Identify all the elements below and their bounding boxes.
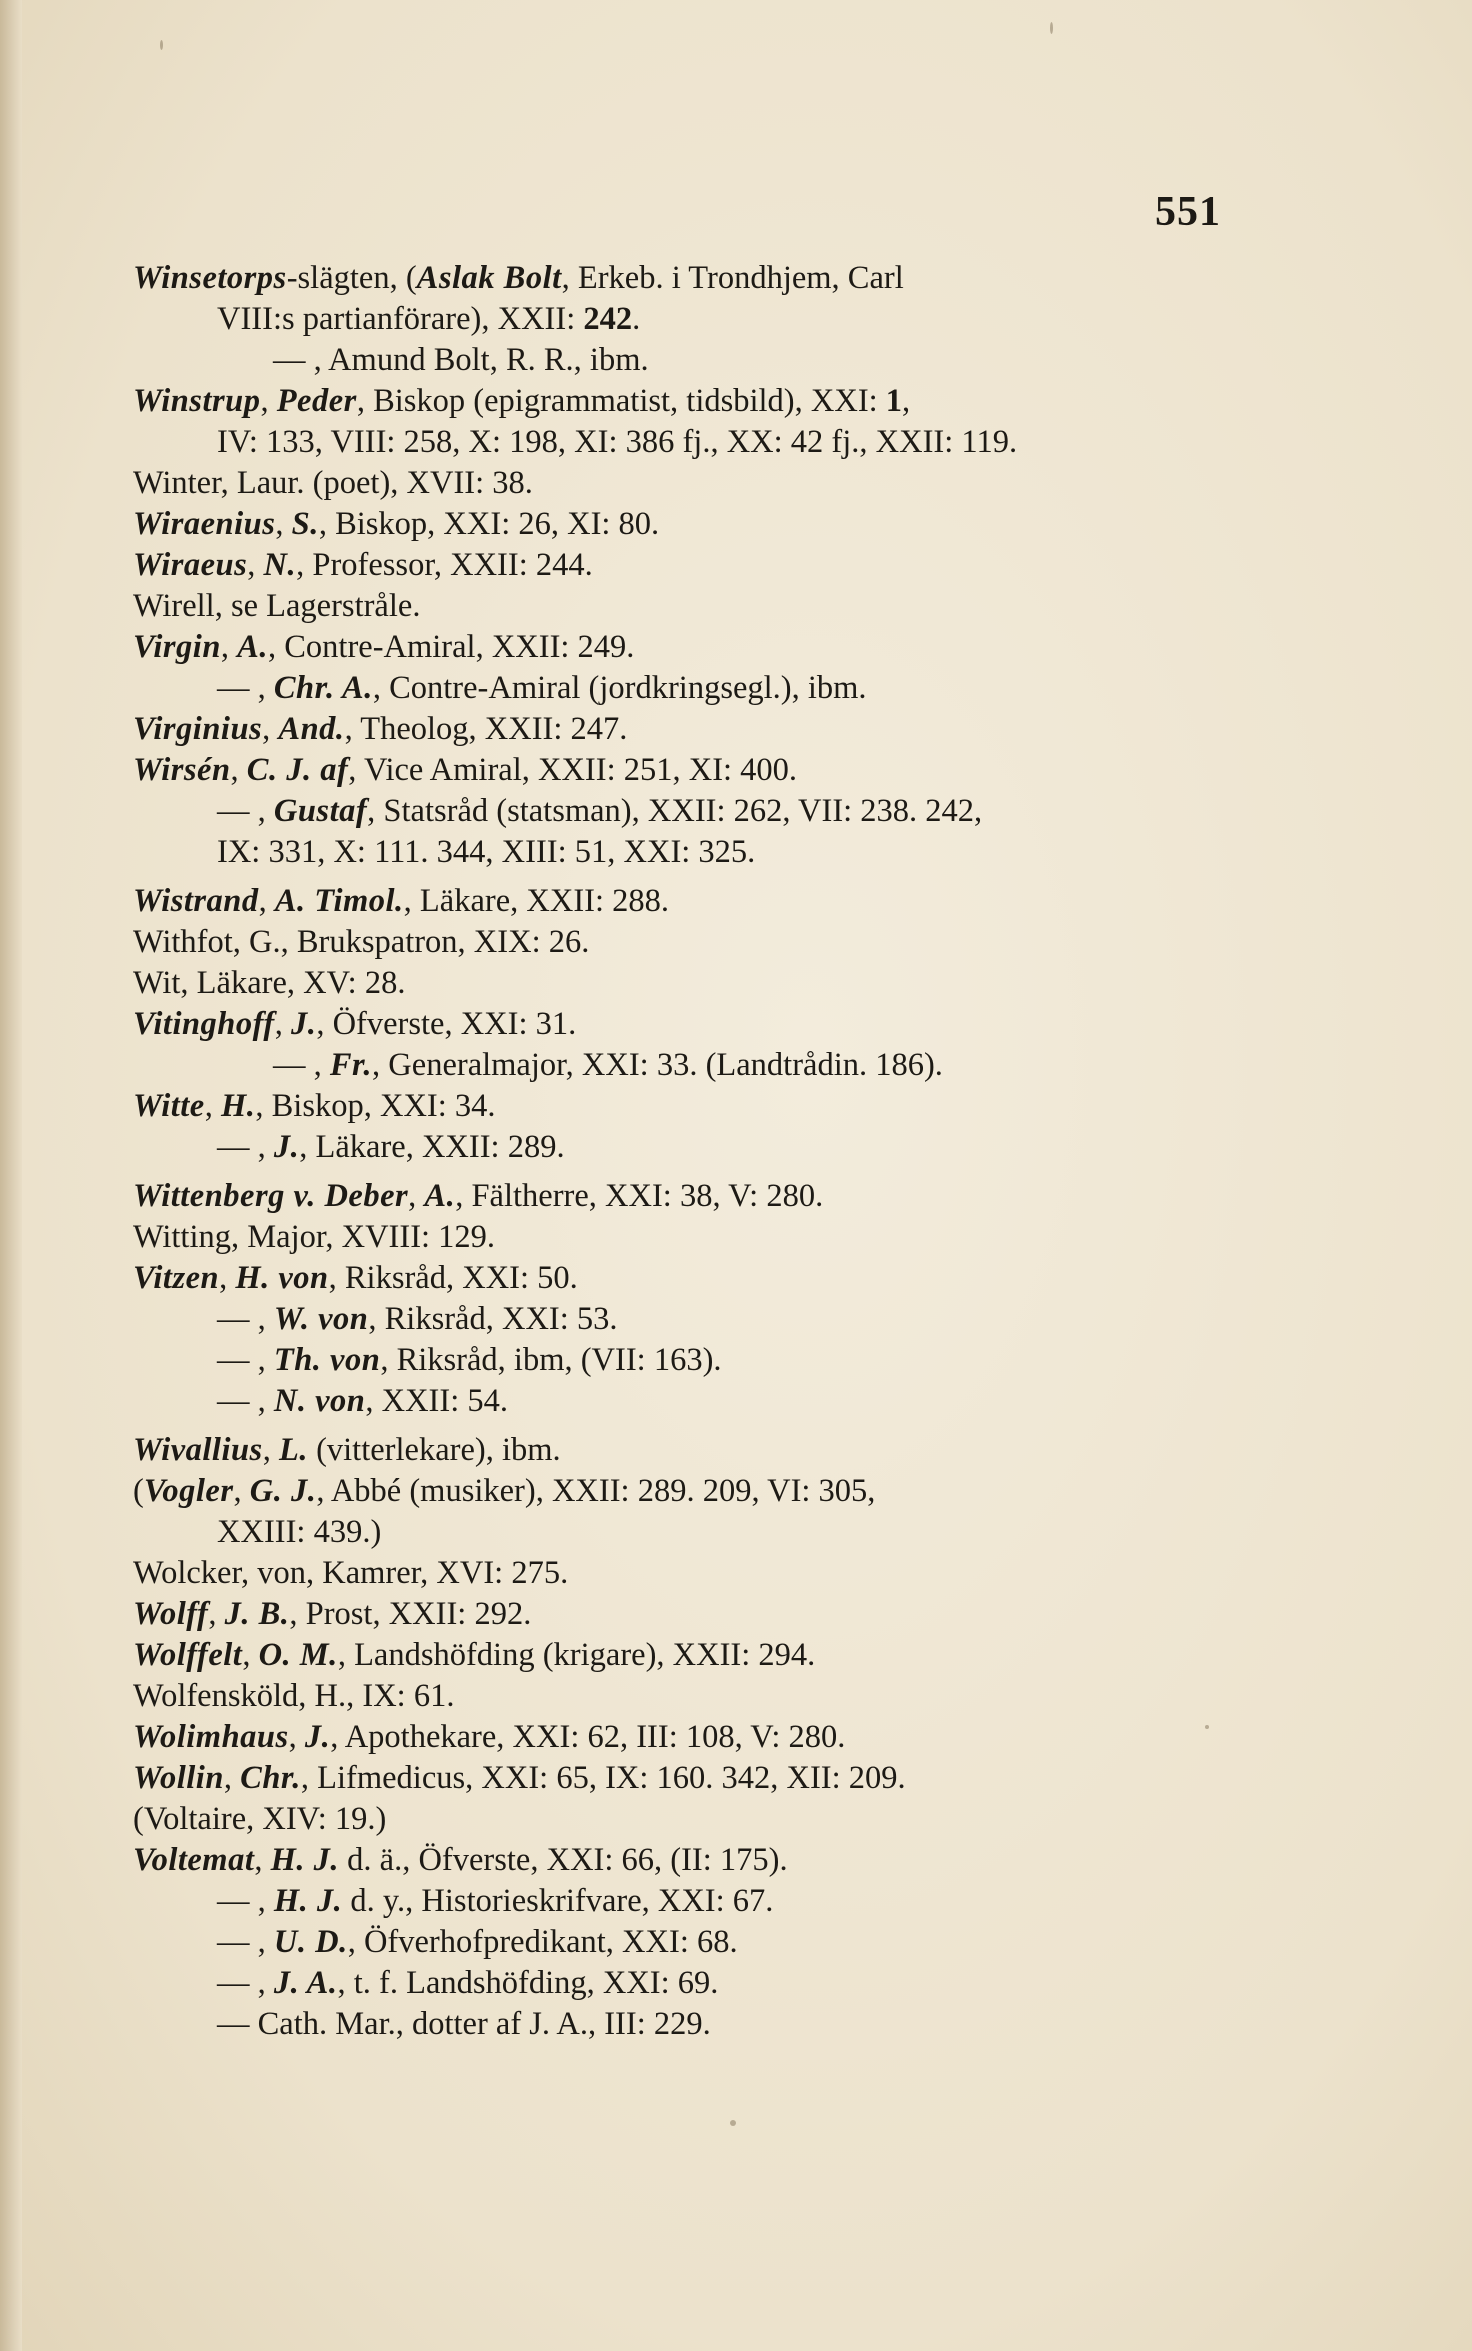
entry-name: G. J. — [249, 1473, 317, 1509]
entry-text: , Generalmajor, XXI: 33. (Landtrådin. 186). — [372, 1047, 943, 1083]
entry-text: Wirell, se Lagerstråle. — [133, 588, 421, 624]
entry-name: S. — [291, 506, 319, 542]
entry-name: Wirsén — [133, 752, 231, 788]
index-subentry — [133, 1922, 1233, 1963]
entry-text: , — [219, 1260, 236, 1296]
entry-text: d. ä., Öfverste, XXI: 66, (II: 175). — [339, 1842, 788, 1878]
index-entry — [133, 1717, 1233, 1758]
entry-text: — Cath. Mar., dotter af J. A., III: 229. — [217, 2006, 711, 2042]
entry-text: , — [233, 1473, 250, 1509]
index-subentry — [133, 1340, 1233, 1381]
entry-name: J. — [273, 1129, 300, 1165]
index-entry — [133, 504, 1233, 545]
index-entry — [133, 1471, 1233, 1512]
print-speck — [730, 2120, 736, 2126]
entry-name: Peder — [276, 383, 357, 419]
entry-name: Vogler — [143, 1473, 234, 1509]
entry-name: Wivallius — [133, 1432, 263, 1468]
entry-name: L. — [278, 1432, 308, 1468]
entry-name: Wolffelt — [133, 1637, 243, 1673]
entry-name: H. — [220, 1088, 256, 1124]
index-entry — [133, 1553, 1233, 1594]
entry-name: Wolimhaus — [133, 1719, 289, 1755]
print-speck — [1205, 1725, 1209, 1729]
entry-text: , — [262, 1432, 279, 1468]
entry-text: — , — [217, 1924, 274, 1960]
entry-text: , Landshöfding (krigare), XXII: 294. — [337, 1637, 816, 1673]
entry-name: Wolff — [133, 1596, 209, 1632]
entry-text: , — [230, 752, 247, 788]
index-subentry — [133, 340, 1233, 381]
entry-text: , Apothekare, XXI: 62, III: 108, V: 280. — [330, 1719, 846, 1755]
entry-name: O. M. — [258, 1637, 338, 1673]
index-subentry — [133, 2004, 1233, 2045]
entry-name: Winsetorps — [133, 260, 287, 296]
entry-text: . — [632, 301, 641, 337]
index-entry — [133, 627, 1233, 668]
entry-name: Th. von — [273, 1342, 381, 1378]
index-entry — [133, 381, 1233, 422]
index-entry — [133, 1676, 1233, 1717]
entry-name: Vitinghoff — [133, 1006, 275, 1042]
entry-text: , — [258, 883, 275, 919]
entry-name: N. von — [273, 1383, 366, 1419]
index-entry — [133, 1758, 1233, 1799]
entry-text: — , — [217, 1301, 274, 1337]
entry-name: A. — [424, 1178, 456, 1214]
index-entry — [133, 1086, 1233, 1127]
index-subentry — [133, 668, 1233, 709]
index-subentry — [133, 1045, 1233, 1086]
index-entry — [133, 1176, 1233, 1217]
entry-text: Witting, Major, XVIII: 129. — [133, 1219, 496, 1255]
entry-text: Wit, Läkare, XV: 28. — [133, 965, 406, 1001]
entry-text: IX: 331, X: 111. 344, XIII: 51, XXI: 325. — [217, 834, 756, 870]
entry-text: — , Amund Bolt, R. R., ibm. — [273, 342, 649, 378]
entry-name: J. — [290, 1006, 317, 1042]
index-entry — [133, 1004, 1233, 1045]
entry-text: — , — [217, 1342, 274, 1378]
entry-name: J. — [304, 1719, 331, 1755]
entry-text: , — [220, 629, 238, 665]
entry-text: , — [223, 1760, 241, 1796]
entry-text: , Contre-Amiral (jordkringsegl.), ibm. — [372, 670, 867, 706]
entry-text: 242 — [583, 301, 633, 337]
index-entry — [133, 963, 1233, 1004]
index-subentry — [133, 1127, 1233, 1168]
entry-text: , Prost, XXII: 292. — [289, 1596, 532, 1632]
entry-text: , Riksråd, XXI: 50. — [328, 1260, 578, 1296]
entry-text: Winter, Laur. (poet), XVII: 38. — [133, 465, 533, 501]
entry-text: , Öfverhofpredikant, XXI: 68. — [347, 1924, 738, 1960]
entry-name: U. D. — [273, 1924, 348, 1960]
index-entries — [133, 258, 1233, 2045]
entry-text: — , — [217, 1965, 274, 2001]
index-entry — [133, 1840, 1233, 1881]
entry-text: , — [902, 383, 911, 419]
entry-text: , — [208, 1596, 225, 1632]
entry-text: — , — [217, 1129, 274, 1165]
entry-text: , Vice Amiral, XXII: 251, XI: 400. — [348, 752, 798, 788]
entry-name: Wollin — [133, 1760, 224, 1796]
entry-name: C. J. af — [246, 752, 349, 788]
index-entry — [133, 1799, 1233, 1840]
index-subentry — [133, 1512, 1233, 1553]
index-subentry — [133, 832, 1233, 873]
entry-name: J. A. — [273, 1965, 338, 2001]
entry-text: Wolfensköld, H., IX: 61. — [133, 1678, 455, 1714]
entry-name: Vitzen — [133, 1260, 220, 1296]
entry-text: , — [242, 1637, 259, 1673]
index-subentry — [133, 299, 1233, 340]
entry-text: , Läkare, XXII: 288. — [403, 883, 669, 919]
entry-text: , Riksråd, XXI: 53. — [368, 1301, 618, 1337]
entry-text: , Biskop, XXI: 34. — [255, 1088, 496, 1124]
index-entry — [133, 258, 1233, 299]
index-subentry — [133, 422, 1233, 463]
entry-text: , — [288, 1719, 305, 1755]
entry-text: Withfot, G., Brukspatron, XIX: 26. — [133, 924, 590, 960]
index-subentry — [133, 1299, 1233, 1340]
entry-name: Wiraenius — [133, 506, 276, 542]
entry-text: , Erkeb. i Trondhjem, Carl — [561, 260, 904, 296]
entry-name: Chr. — [240, 1760, 301, 1796]
entry-text: d. y., Historieskrifvare, XXI: 67. — [342, 1883, 774, 1919]
entry-text: , — [275, 506, 292, 542]
entry-text: — , — [273, 1047, 330, 1083]
entry-text: — , — [217, 670, 274, 706]
entry-name: Virgin — [133, 629, 221, 665]
entry-name: Chr. A. — [273, 670, 373, 706]
index-subentry — [133, 1381, 1233, 1422]
entry-text: , t. f. Landshöfding, XXI: 69. — [337, 1965, 719, 2001]
entry-name: J. B. — [224, 1596, 290, 1632]
entry-text: , Statsråd (statsman), XXII: 262, VII: 238. 242, — [367, 793, 983, 829]
entry-text: 1 — [885, 383, 903, 419]
index-entry — [133, 1258, 1233, 1299]
entry-text: XXIII: 439.) — [217, 1514, 382, 1550]
entry-name: Voltemat — [133, 1842, 255, 1878]
entry-text: , — [274, 1006, 291, 1042]
entry-name: Wistrand — [133, 883, 259, 919]
entry-name: A. — [237, 629, 268, 665]
entry-text: , — [204, 1088, 221, 1124]
index-entry — [133, 1217, 1233, 1258]
index-entry — [133, 1430, 1233, 1471]
entry-text: (vitterlekare), ibm. — [307, 1432, 561, 1468]
entry-text: -slägten, ( — [286, 260, 417, 296]
index-entry — [133, 586, 1233, 627]
entry-name: Wittenberg v. Deber — [133, 1178, 409, 1214]
index-entry — [133, 709, 1233, 750]
entry-text: , Fältherre, XXI: 38, V: 280. — [455, 1178, 824, 1214]
entry-text: , Theolog, XXII: 247. — [344, 711, 628, 747]
entry-name: W. von — [273, 1301, 369, 1337]
entry-text: — , — [217, 1883, 274, 1919]
index-subentry — [133, 1881, 1233, 1922]
index-entry — [133, 881, 1233, 922]
entry-name: Witte — [133, 1088, 205, 1124]
index-entry — [133, 750, 1233, 791]
index-entry — [133, 545, 1233, 586]
entry-name: Fr. — [329, 1047, 373, 1083]
entry-text: , — [262, 711, 279, 747]
index-entry — [133, 463, 1233, 504]
entry-text: , — [254, 1842, 271, 1878]
entry-name: Gustaf — [273, 793, 368, 829]
entry-text: VIII:s partianförare), XXII: — [217, 301, 584, 337]
entry-text: , — [408, 1178, 425, 1214]
entry-name: H. J. — [273, 1883, 343, 1919]
entry-text: ( — [133, 1473, 144, 1509]
page-number: 551 — [1155, 189, 1221, 235]
print-speck — [1050, 22, 1053, 34]
entry-name: Virginius — [133, 711, 263, 747]
index-entry — [133, 1594, 1233, 1635]
entry-text: Wolcker, von, Kamrer, XVI: 275. — [133, 1555, 569, 1591]
index-entry — [133, 1635, 1233, 1676]
entry-text: , Riksråd, ibm, (VII: 163). — [380, 1342, 722, 1378]
entry-name: Winstrup — [133, 383, 261, 419]
index-subentry — [133, 791, 1233, 832]
entry-text: , Contre-Amiral, XXII: 249. — [267, 629, 635, 665]
entry-text: IV: 133, VIII: 258, X: 198, XI: 386 fj., XX: 42 fj., XXII: 119. — [217, 424, 1018, 460]
entry-text: , — [247, 547, 264, 583]
entry-text: , Öfverste, XXI: 31. — [316, 1006, 577, 1042]
page-binding-edge — [0, 0, 22, 2351]
entry-text: , Lifmedicus, XXI: 65, IX: 160. 342, XII: 209. — [300, 1760, 906, 1796]
entry-text: , Biskop (epigrammatist, tidsbild), XXI: — [356, 383, 886, 419]
entry-name: A. Timol. — [274, 883, 404, 919]
entry-name: H. J. — [270, 1842, 340, 1878]
index-subentry — [133, 1963, 1233, 2004]
entry-name: Aslak Bolt — [416, 260, 562, 296]
entry-name: H. von — [235, 1260, 329, 1296]
entry-text: — , — [217, 1383, 274, 1419]
index-entry — [133, 922, 1233, 963]
entry-name: And. — [278, 711, 345, 747]
entry-text: , Biskop, XXI: 26, XI: 80. — [318, 506, 660, 542]
entry-text: , Abbé (musiker), XXII: 289. 209, VI: 305, — [316, 1473, 876, 1509]
entry-text: (Voltaire, XIV: 19.) — [133, 1801, 387, 1837]
entry-text: , Läkare, XXII: 289. — [299, 1129, 565, 1165]
entry-name: N. — [263, 547, 297, 583]
entry-text: , Professor, XXII: 244. — [296, 547, 593, 583]
entry-text: — , — [217, 793, 274, 829]
entry-name: Wiraeus — [133, 547, 248, 583]
entry-text: , — [260, 383, 277, 419]
entry-text: , XXII: 54. — [365, 1383, 508, 1419]
print-speck — [160, 40, 163, 50]
